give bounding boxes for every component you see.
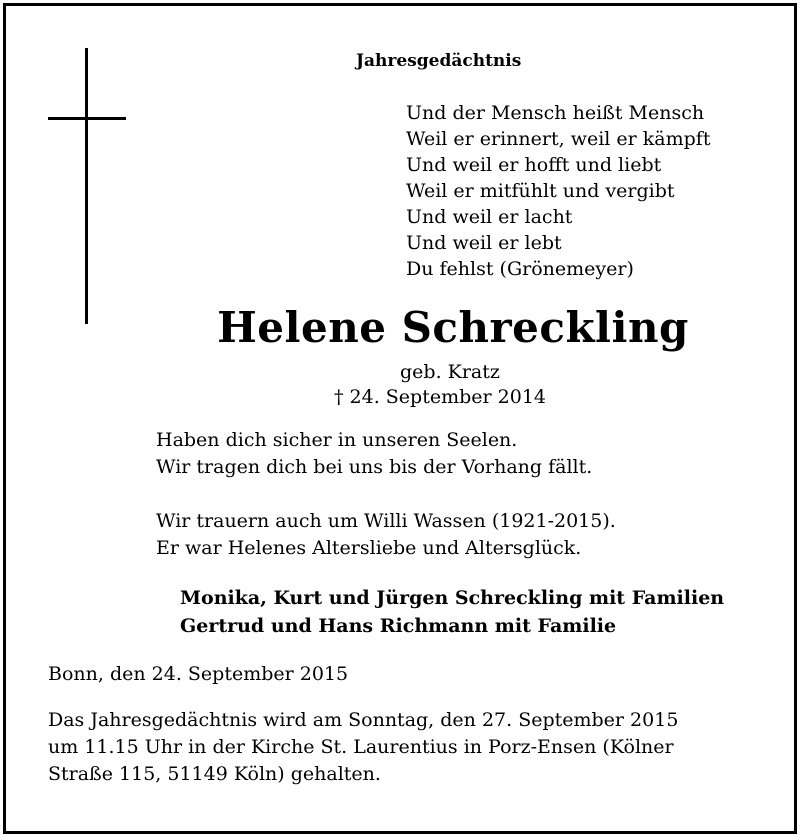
place-date <box>48 661 348 688</box>
poem-line: Weil er erinnert, weil er kämpft <box>406 128 711 150</box>
service-line: um 11.15 Uhr in der Kirche St. Laurentius in Porz-Ensen (Kölner <box>48 736 674 758</box>
notice-heading: Jahresgedächtnis <box>356 51 522 71</box>
poem-line: Weil er mitfühlt und vergibt <box>406 180 675 202</box>
signer-line: Gertrud und Hans Richmann mit Familie <box>180 615 617 637</box>
poem-line: Du fehlst (Grönemeyer) <box>406 258 634 280</box>
message-line: Haben dich sicher in unseren Seelen. <box>156 429 518 451</box>
service-line: Das Jahresgedächtnis wird am Sonntag, den 27. September 2015 <box>48 709 679 731</box>
poem-line: Und der Mensch heißt Mensch <box>406 102 705 124</box>
message-line: Er war Helenes Altersliebe und Altersglück. <box>156 537 582 559</box>
poem-line: Und weil er lebt <box>406 232 562 254</box>
service-info <box>48 707 678 788</box>
birth-name: geb. Kratz <box>400 361 500 383</box>
message-line: Wir tragen dich bei uns bis der Vorhang fällt. <box>156 456 593 478</box>
poem-verse <box>406 100 710 282</box>
signer-line: Monika, Kurt und Jürgen Schreckling mit Familien <box>180 587 725 609</box>
deceased-name: Helene Schreckling <box>217 303 689 352</box>
signers-block <box>180 584 724 640</box>
place-date-text: Bonn, den 24. September 2015 <box>48 663 349 685</box>
service-line: Straße 115, 51149 Köln) gehalten. <box>48 763 381 785</box>
message-line: Wir trauern auch um Willi Wassen (1921-2015). <box>156 510 616 532</box>
poem-line: Und weil er hofft und liebt <box>406 154 662 176</box>
cross-vertical-bar <box>85 48 88 324</box>
poem-line: Und weil er lacht <box>406 206 573 228</box>
message-paragraph <box>156 427 592 481</box>
death-date: † 24. September 2014 <box>334 386 546 408</box>
message-paragraph <box>156 508 616 562</box>
cross-horizontal-bar <box>48 117 126 120</box>
